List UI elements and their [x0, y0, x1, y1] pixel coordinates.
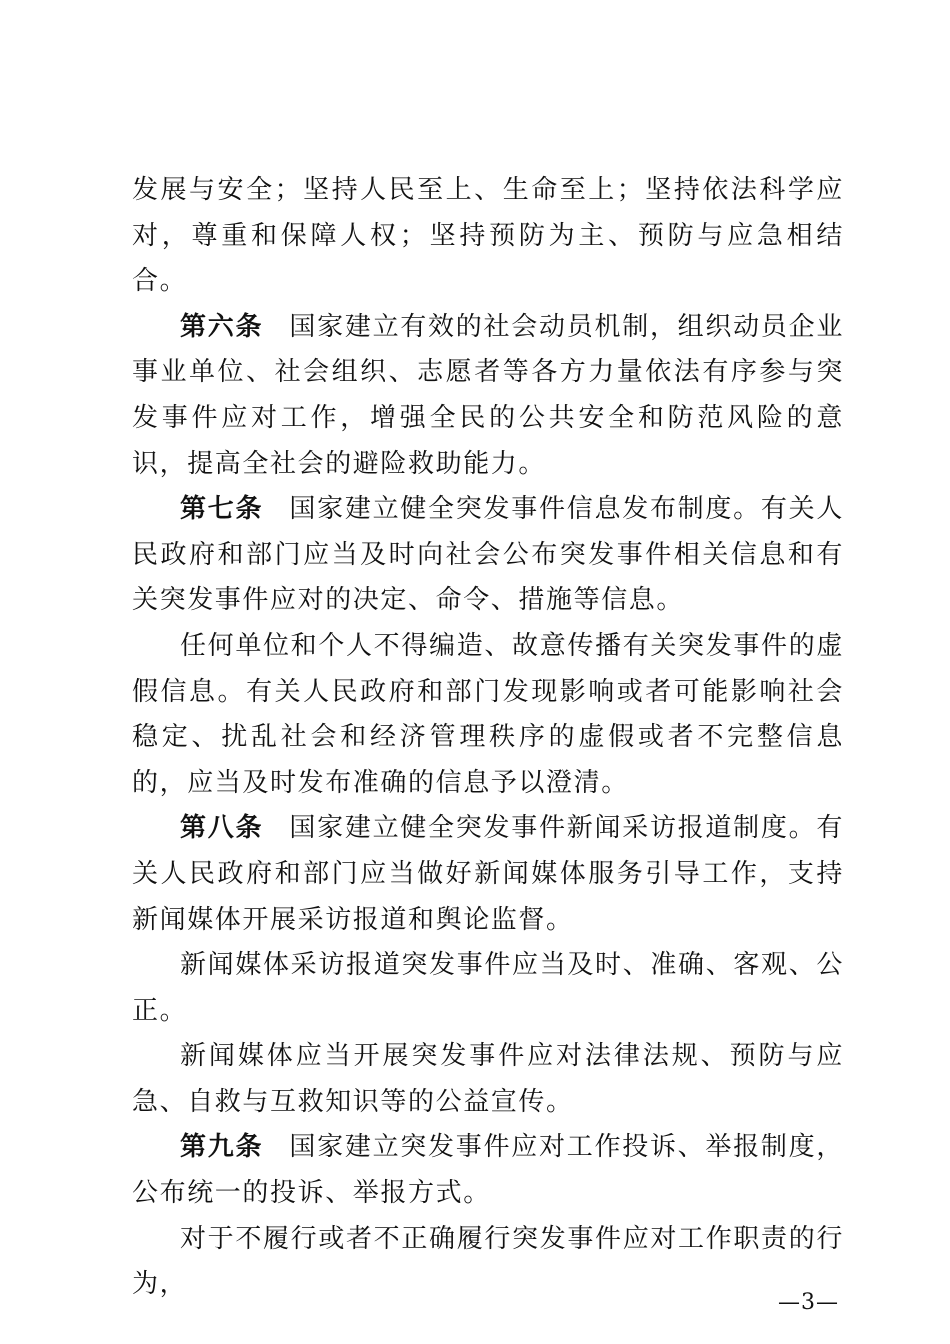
article-8-paragraph [132, 806, 844, 943]
paragraph-continuation [132, 168, 844, 305]
body-text [132, 168, 844, 1308]
page-number: —3— [778, 1290, 839, 1315]
paragraph-text: 国家建立健全突发事件信息发布制度。有关人民政府和部门应当及时向社会公布突发事件相关信息和有关突发事件应对的决定、命令、措施等信息。 [132, 494, 844, 616]
article-number: 第九条 [180, 1132, 264, 1163]
article-6-paragraph [132, 305, 844, 487]
article-7-clause-2 [132, 624, 844, 806]
article-7-paragraph [132, 487, 844, 624]
paragraph-text: 新闻媒体采访报道突发事件应当及时、准确、客观、公正。 [132, 950, 844, 1026]
article-number: 第六条 [180, 311, 264, 342]
article-9-paragraph [132, 1125, 844, 1216]
article-number: 第八条 [180, 813, 264, 844]
article-8-clause-2 [132, 943, 844, 1034]
paragraph-text: 国家建立有效的社会动员机制，组织动员企业事业单位、社会组织、志愿者等各方力量依法有序参与突发事件应对工作，增强全民的公共安全和防范风险的意识，提高全社会的避险救助能力。 [132, 311, 844, 479]
article-number: 第七条 [180, 494, 264, 525]
article-9-clause-2 [132, 1217, 844, 1308]
paragraph-text: 任何单位和个人不得编造、故意传播有关突发事件的虚假信息。有关人民政府和部门发现影响或者可能影响社会稳定、扰乱社会和经济管理秩序的虚假或者不完整信息的，应当及时发布准确的信息予以澄清。 [132, 630, 844, 798]
article-8-clause-3 [132, 1034, 844, 1125]
paragraph-text: 国家建立突发事件应对工作投诉、举报制度，公布统一的投诉、举报方式。 [132, 1132, 844, 1209]
paragraph-text: 新闻媒体应当开展突发事件应对法律法规、预防与应急、自救与互救知识等的公益宣传。 [132, 1041, 844, 1117]
paragraph-text: 国家建立健全突发事件新闻采访报道制度。有关人民政府和部门应当做好新闻媒体服务引导工作，支持新闻媒体开展采访报道和舆论监督。 [132, 813, 844, 935]
paragraph-text: 对于不履行或者不正确履行突发事件应对工作职责的行为， [132, 1223, 844, 1300]
paragraph-text: 发展与安全；坚持人民至上、生命至上；坚持依法科学应对，尊重和保障人权；坚持预防为主、预防与应急相结合。 [132, 175, 844, 297]
